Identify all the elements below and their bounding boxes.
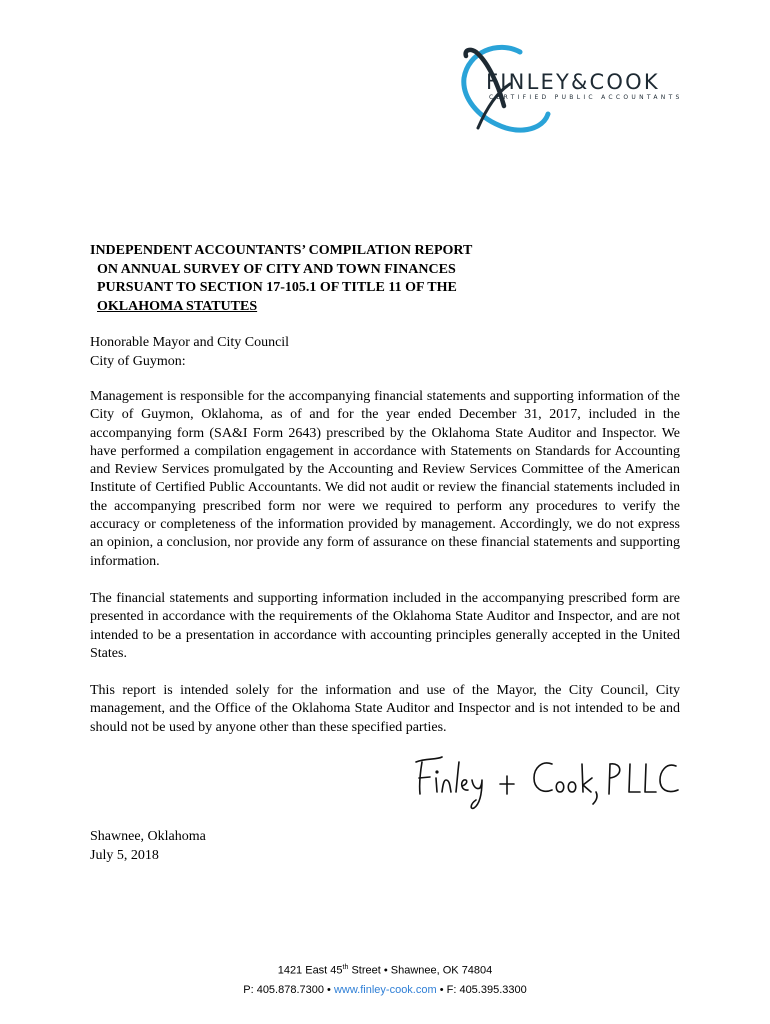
website-link[interactable]: www.finley-cook.com [333,984,437,996]
phone-number: P: 405.878.7300 • [243,984,334,996]
firm-tagline: CERTIFIED PUBLIC ACCOUNTANTS [489,94,683,101]
firm-logo [458,44,690,136]
title-line: INDEPENDENT ACCOUNTANTS’ COMPILATION REPORT [90,243,473,258]
handwritten-signature [400,748,690,818]
body-paragraph: Management is responsible for the accompanying financial statements and supporting information of the City of Guymon, Oklahoma, as of and for the year ended December 31, 2017, included in the accompanying form (SA&I Form 2643) prescribed by the Oklahoma State Auditor and Inspector. We have performed a compilation engagement in accordance with Statements on Standards for Accounting and Review Services promulgated by the Accounting and Review Services Committee of the American Institute of Certified Public Accountants. We did not audit or review the financial statements included in the accompanying prescribed form nor were we required to perform any procedures to verify the accuracy or completeness of the information provided by management. Accordingly, we do not express an opinion, a conclusion, nor provide any form of assurance on these financial statements and supporting information. [90,389,680,569]
signing-city: Shawnee, Oklahoma [90,829,206,844]
firm-name: FINLEY&COOK [486,70,660,94]
addressee-city: City of Guymon: [90,353,186,369]
addressee: Honorable Mayor and City Council [90,335,290,350]
footer-contact [0,984,770,996]
body-paragraph: The financial statements and supporting information included in the accompanying prescribed form are presented in accordance with the requirements of the Oklahoma State Auditor and Inspector, and are not intended to be a presentation in accordance with accounting principles generally accepted in the United States. [90,591,680,661]
place-and-date [90,828,390,865]
address-number: 1421 East 45 [277,964,343,977]
title-line: ON ANNUAL SURVEY OF CITY AND TOWN FINANCES [97,261,456,277]
fax-number: • F: 405.395.3300 [436,984,527,996]
title-line: PURSUANT TO SECTION 17-105.1 OF TITLE 11 OF THE [97,280,457,295]
body-paragraph: This report is intended solely for the information and use of the Mayor, the City Council, City management, and the Office of the Oklahoma State Auditor and Inspector and is not intended to be and should not be used by anyone other than these specified parties. [90,683,680,735]
report-date: July 5, 2018 [90,847,159,863]
address-rest: Street • Shawnee, OK 74804 [348,964,493,977]
report-title [90,242,650,316]
title-line: OKLAHOMA STATUTES [97,298,258,314]
address-suffix: th [342,964,349,971]
salutation [90,334,680,371]
footer-address [0,964,770,977]
